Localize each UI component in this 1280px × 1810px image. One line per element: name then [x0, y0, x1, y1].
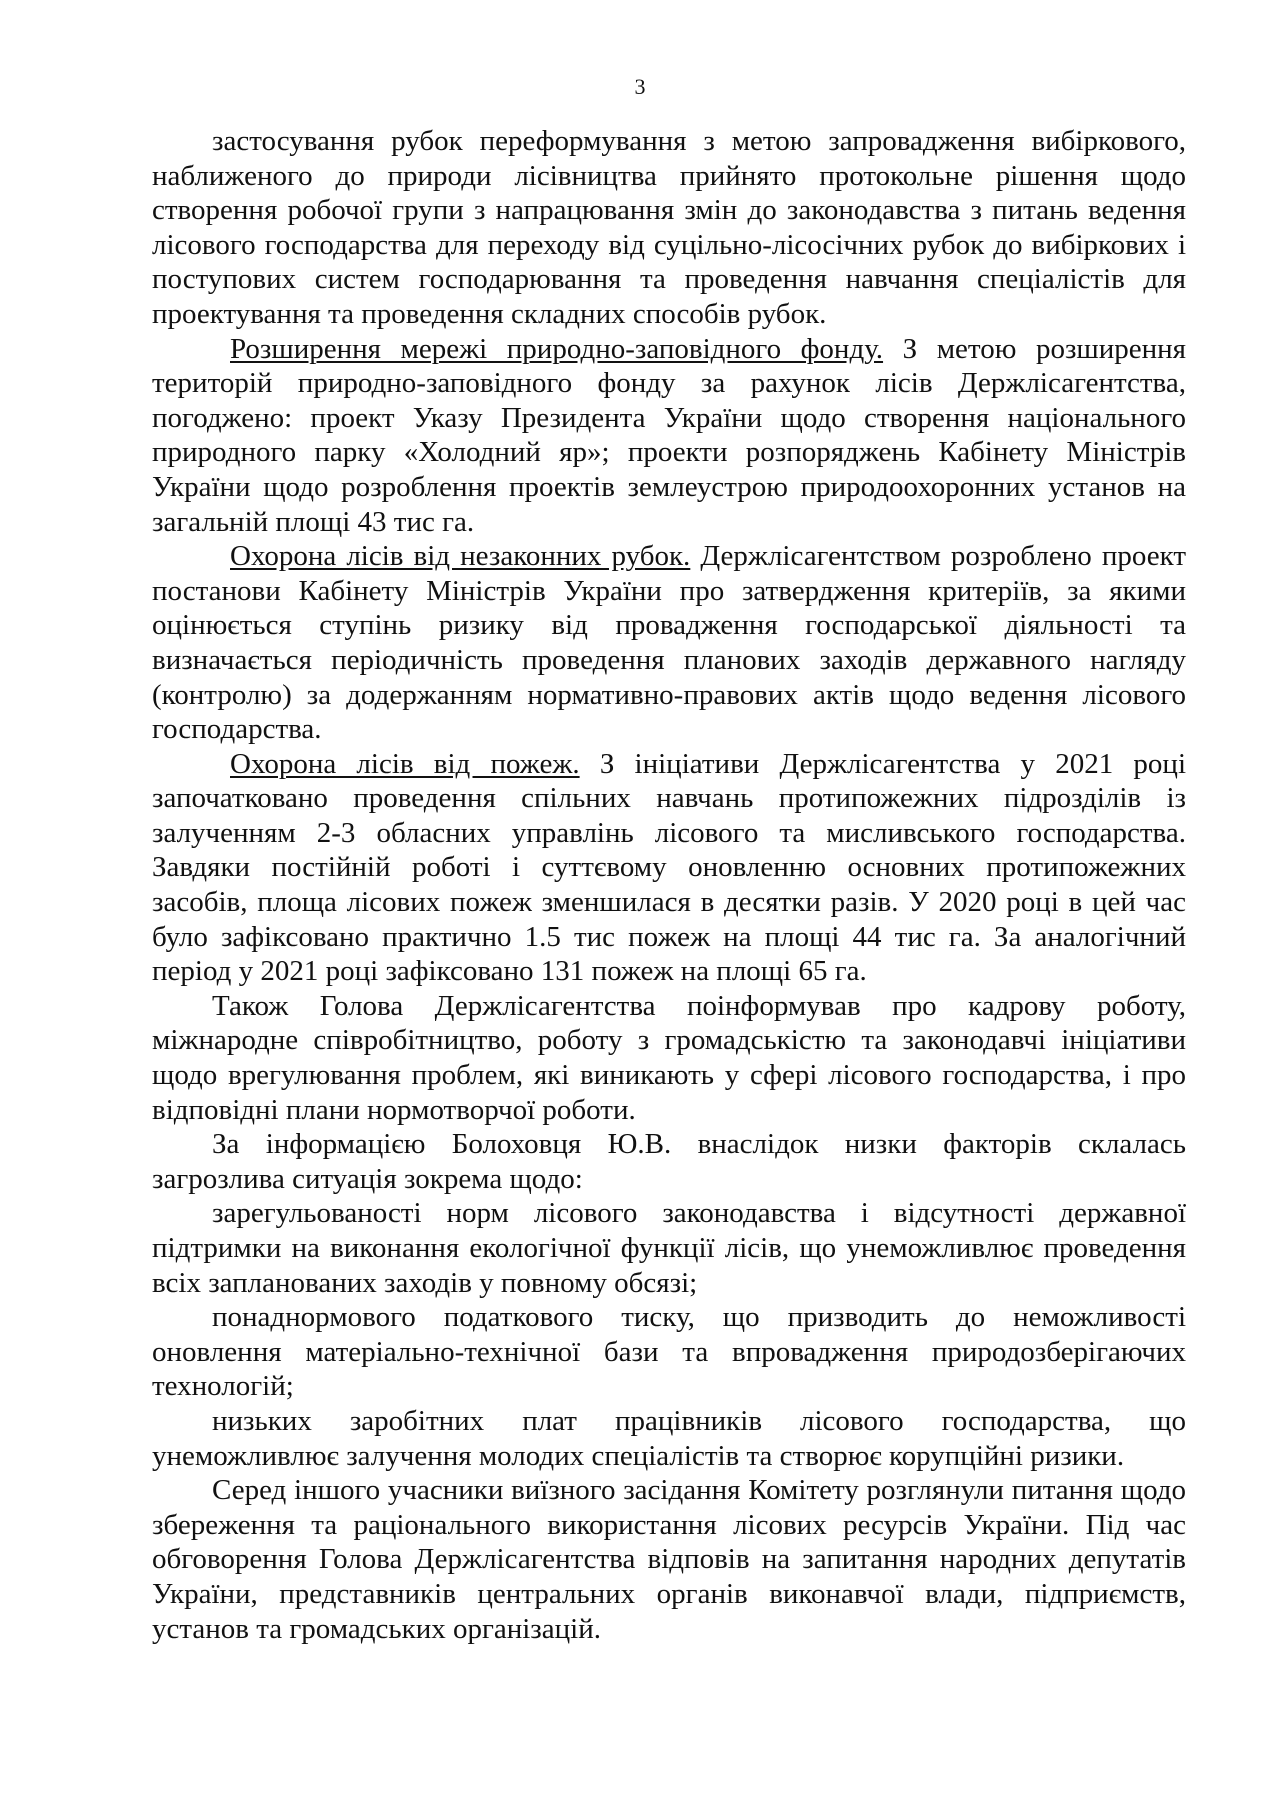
- paragraph-issue-wages: [152, 1404, 1186, 1473]
- paragraph-head-report: [152, 989, 1186, 1127]
- paragraph-issue-tax: [152, 1300, 1186, 1404]
- paragraph-text: З ініціативи Держлісагентства у 2021 році започатковано проведення спільних навчань протипожежних підрозділів із залученням 2-3 обласних управлінь лісового та мисливського господарства. Завдяки постійній роботі і суттєвому оновленню основних протипожежних засобів, площа лісових пожеж зменшилася в десятки разів. У 2020 році в цей час було зафіксовано практично 1.5 тис пожеж на площі 44 тис га. За аналогічний період у 2021 році зафіксовано 131 пожеж на площі 65 га.: [152, 747, 1186, 988]
- paragraph-meeting-summary: [152, 1473, 1186, 1646]
- paragraph-text: низьких заробітних плат працівників лісового господарства, що унеможливлює залучення молодих спеціалістів та створює корупційні ризики.: [152, 1404, 1186, 1472]
- paragraph-text: Держлісагентством розроблено проект постанови Кабінету Міністрів України про затвердження критеріїв, за якими оцінюється ступінь ризику від провадження господарської діяльності та визначається періодичність проведення планових заходів державного нагляду (контролю) за додержанням нормативно-правових актів щодо ведення лісового господарства.: [152, 540, 1186, 746]
- paragraph-heading: Розширення мережі природно-заповідного фонду.: [230, 332, 884, 365]
- paragraph-text: За інформацією Болоховця Ю.В. внаслідок низки факторів склалась загрозлива ситуація зокрема щодо:: [152, 1128, 1186, 1195]
- page-number: 3: [634, 74, 646, 99]
- paragraph-heading: Охорона лісів від пожеж.: [230, 747, 580, 780]
- paragraph-text: Також Голова Держлісагентства поінформував про кадрову роботу, міжнародне співробітництво, роботу з громадськістю та законодавчі ініціативи щодо врегулювання проблем, які виникають у сфері лісового господарства, і про відповідні плани нормотворчої роботи.: [152, 989, 1186, 1126]
- paragraph-forest-felling: [152, 124, 1186, 332]
- paragraph-issue-regulation: [152, 1196, 1186, 1300]
- paragraph-text: З метою розширення територій природно-заповідного фонду за рахунок лісів Держлісагентства, погоджено: проект Указу Президента України щодо створення національного природного парку «Холодний яр»; проекти розпоряджень Кабінету Міністрів України щодо розроблення проектів землеустрою природоохоронних установ на загальній площі 43 тис га.: [152, 332, 1186, 538]
- paragraph-protected-areas: [152, 332, 1186, 540]
- paragraph-text: понаднормового податкового тиску, що призводить до неможливості оновлення матеріально-технічної бази та впровадження природозберігаючих технологій;: [152, 1301, 1186, 1403]
- document-body: [152, 124, 1186, 1646]
- paragraph-text: застосування рубок переформування з метою запровадження вибіркового, наближеного до природи лісівництва прийнято протокольне рішення щодо створення робочої групи з напрацювання змін до законодавства з питань ведення лісового господарства для переходу від суцільно-лісосічних рубок до вибіркових і поступових систем господарювання та проведення навчання спеціалістів для проектування та проведення складних способів рубок.: [152, 125, 1186, 330]
- paragraph-heading: Охорона лісів від незаконних рубок.: [230, 540, 691, 573]
- paragraph-text: зарегульованості норм лісового законодавства і відсутності державної підтримки на виконання екологічної функції лісів, що унеможливлює проведення всіх запланованих заходів у повному обсязі;: [152, 1197, 1186, 1299]
- paragraph-text: Серед іншого учасники виїзного засідання Комітету розглянули питання щодо збереження та раціонального використання лісових ресурсів України. Під час обговорення Голова Держлісагентства відповів на запитання народних депутатів України, представників центральних органів виконавчої влади, підприємств, установ та громадських організацій.: [152, 1474, 1186, 1645]
- paragraph-illegal-logging: [152, 539, 1186, 747]
- paragraph-situation-intro: [152, 1127, 1186, 1196]
- paragraph-forest-fires: [152, 747, 1186, 989]
